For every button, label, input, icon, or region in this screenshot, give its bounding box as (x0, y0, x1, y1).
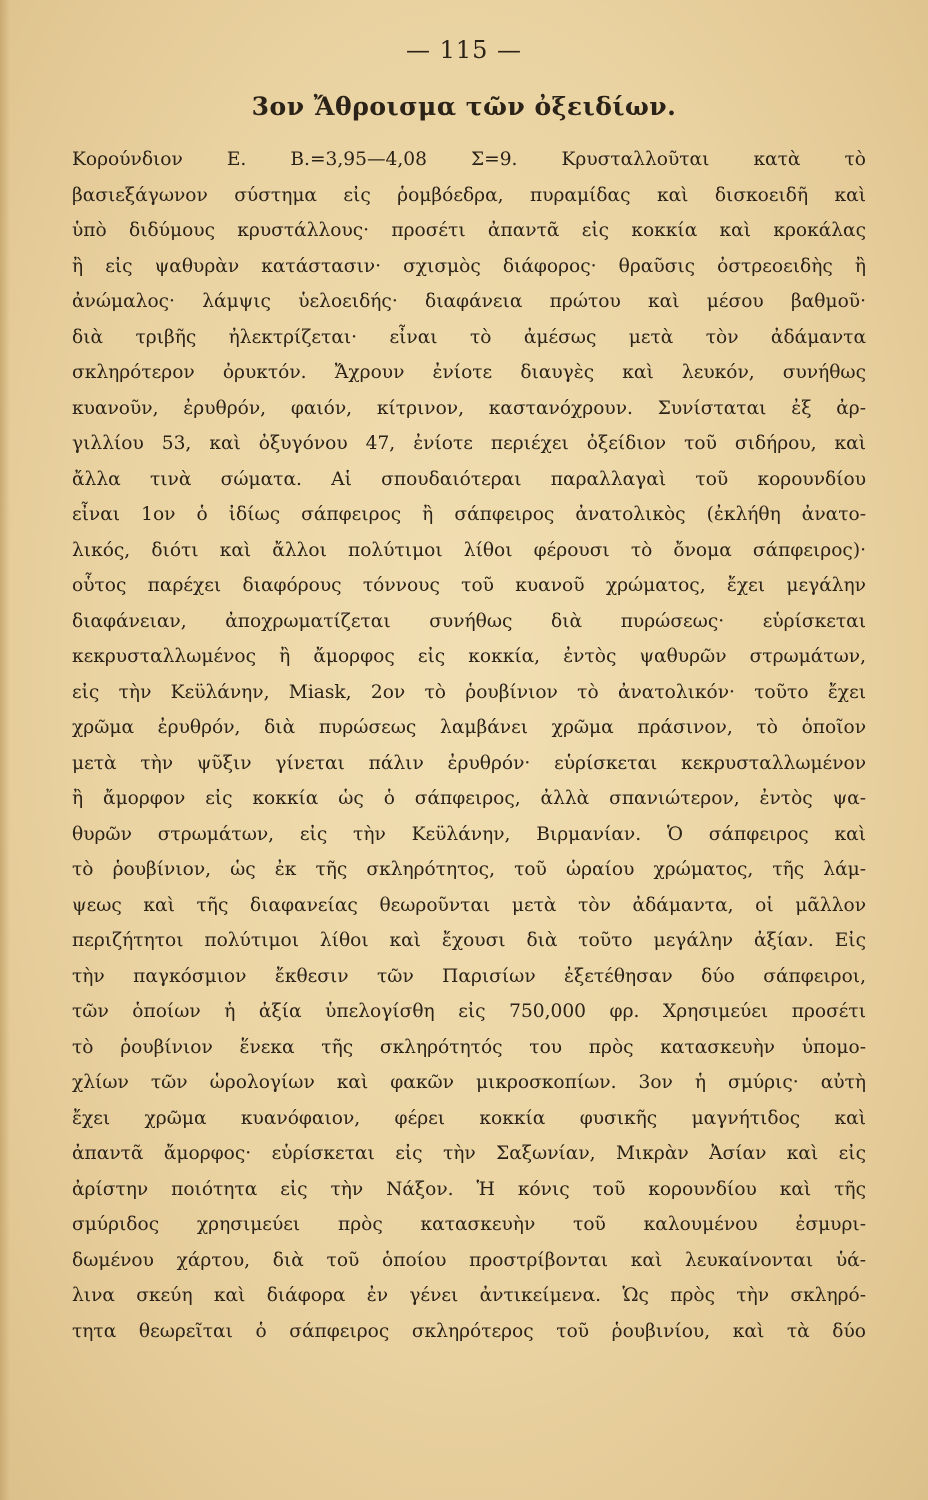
text-line: ἢ ἄμορφον εἰς κοκκία ὡς ὁ σάπφειρος, ἀλλὰ σπανιώτερον, ἐντὸς ψα- (72, 788, 866, 809)
text-line: εἶναι 1ον ὁ ἰδίως σάπφειρος ἢ σάπφειρος ἀνατολικὸς (ἐκλήθη ἀνατο- (72, 504, 866, 525)
body-text (72, 142, 866, 1349)
text-line: κυανοῦν, ἐρυθρόν, φαιόν, κίτρινον, καστανόχρουν. Συνίσταται ἐξ ἀρ- (72, 397, 866, 419)
text-line: ἀνώμαλος· λάμψις ὑελοειδής· διαφάνεια πρώτου καὶ μέσου βαθμοῦ· (72, 291, 866, 312)
text-line: ὑπὸ διδύμους κρυστάλλους· προσέτι ἀπαντᾶ εἰς κοκκία καὶ κροκάλας (72, 220, 866, 241)
text-line: ἔχει χρῶμα κυανόφαιον, φέρει κοκκία φυσικῆς μαγνήτιδος καὶ (72, 1107, 866, 1129)
text-line: ψεως καὶ τῆς διαφανείας θεωροῦνται μετὰ τὸν ἀδάμαντα, οἱ μᾶλλον (72, 894, 866, 916)
text-line: τητα θεωρεῖται ὁ σάπφειρος σκληρότερος τοῦ ῥουβινίου, καὶ τὰ δύο (72, 1320, 866, 1342)
page-edge-shadow (0, 0, 10, 1500)
text-line: θυρῶν στρωμάτων, εἰς τὴν Κεϋλάνην, Βιρμανίαν. Ὁ σάπφειρος καὶ (72, 823, 866, 845)
text-line: βασιεξάγωνον σύστημα εἰς ῥομβόεδρα, πυραμίδας καὶ δισκοειδῆ καὶ (72, 184, 866, 206)
text-line: τὸ ῥουβίνιον ἕνεκα τῆς σκληρότητός του πρὸς κατασκευὴν ὑπομο- (72, 1036, 866, 1058)
text-line: περιζήτητοι πολύτιμοι λίθοι καὶ ἔχουσι διὰ τοῦτο μεγάλην ἀξίαν. Εἰς (72, 930, 866, 951)
text-line: ἢ εἰς ψαθυρὰν κατάστασιν· σχισμὸς διάφορος· θραῦσις ὀστρεοειδὴς ἢ (72, 255, 866, 277)
text-line: ἀρίστην ποιότητα εἰς τὴν Νάξον. Ἡ κόνις τοῦ κορουνδίου καὶ τῆς (72, 1178, 866, 1200)
page-number: — 115 — (405, 36, 523, 64)
text-line: χρῶμα ἐρυθρόν, διὰ πυρώσεως λαμβάνει χρῶμα πράσινον, τὸ ὁποῖον (72, 717, 866, 738)
text-line: σκληρότερον ὀρυκτόν. Ἄχρουν ἐνίοτε διαυγὲς καὶ λευκόν, συνήθως (72, 362, 866, 383)
text-line: λινα σκεύη καὶ διάφορα ἐν γένει ἀντικείμενα. Ὡς πρὸς τὴν σκληρό- (72, 1285, 866, 1306)
text-line: ἀπαντᾶ ἄμορφος· εὑρίσκεται εἰς τὴν Σαξωνίαν, Μικρὰν Ἀσίαν καὶ εἰς (72, 1143, 866, 1164)
text-line: χλίων τῶν ὡρολογίων καὶ φακῶν μικροσκοπίων. 3ον ἡ σμύρις· αὐτὴ (72, 1072, 866, 1093)
text-line: μετὰ τὴν ψῦξιν γίνεται πάλιν ἐρυθρόν· εὑρίσκεται κεκρυσταλλωμένον (72, 752, 866, 774)
text-line: διαφάνειαν, ἀποχρωματίζεται συνήθως διὰ πυρώσεως· εὑρίσκεται (72, 610, 866, 632)
section-heading: 3ον Ἄθροισμα τῶν ὀξειδίων. (251, 92, 677, 121)
text-line: οὗτος παρέχει διαφόρους τόννους τοῦ κυανοῦ χρώματος, ἔχει μεγάλην (72, 575, 866, 596)
text-line: τὴν παγκόσμιον ἔκθεσιν τῶν Παρισίων ἐξετέθησαν δύο σάπφειροι, (72, 965, 866, 987)
text-line: τὸ ῥουβίνιον, ὡς ἐκ τῆς σκληρότητος, τοῦ ὡραίου χρώματος, τῆς λάμ- (72, 859, 866, 880)
text-line: Κορούνδιον Ε. Β.=3,95—4,08 Σ=9. Κρυσταλλοῦται κατὰ τὸ (72, 149, 866, 170)
text-line: γιλλίου 53, καὶ ὀξυγόνου 47, ἐνίοτε περιέχει ὀξείδιον τοῦ σιδήρου, καὶ (72, 433, 866, 454)
text-line: ἄλλα τινὰ σώματα. Αἱ σπουδαιότεραι παραλλαγαὶ τοῦ κορουνδίου (72, 468, 866, 490)
text-line: κεκρυσταλλωμένος ἢ ἄμορφος εἰς κοκκία, ἐντὸς ψαθυρῶν στρωμάτων, (72, 646, 866, 667)
text-line: λικός, διότι καὶ ἄλλοι πολύτιμοι λίθοι φέρουσι τὸ ὄνομα σάπφειρος)· (72, 539, 866, 561)
text-line: εἰς τὴν Κεϋλάνην, Miask, 2ον τὸ ῥουβίνιον τὸ ἀνατολικόν· τοῦτο ἔχει (72, 681, 866, 703)
text-line: τῶν ὁποίων ἡ ἀξία ὑπελογίσθη εἰς 750,000 φρ. Χρησιμεύει προσέτι (72, 1001, 866, 1022)
text-line: σμύριδος χρησιμεύει πρὸς κατασκευὴν τοῦ καλουμένου ἐσμυρι- (72, 1214, 866, 1235)
text-line: διὰ τριβῆς ἠλεκτρίζεται· εἶναι τὸ ἀμέσως μετὰ τὸν ἀδάμαντα (72, 326, 866, 348)
text-line: δωμένου χάρτου, διὰ τοῦ ὁποίου προστρίβονται καὶ λευκαίνονται ὑά- (72, 1249, 866, 1271)
